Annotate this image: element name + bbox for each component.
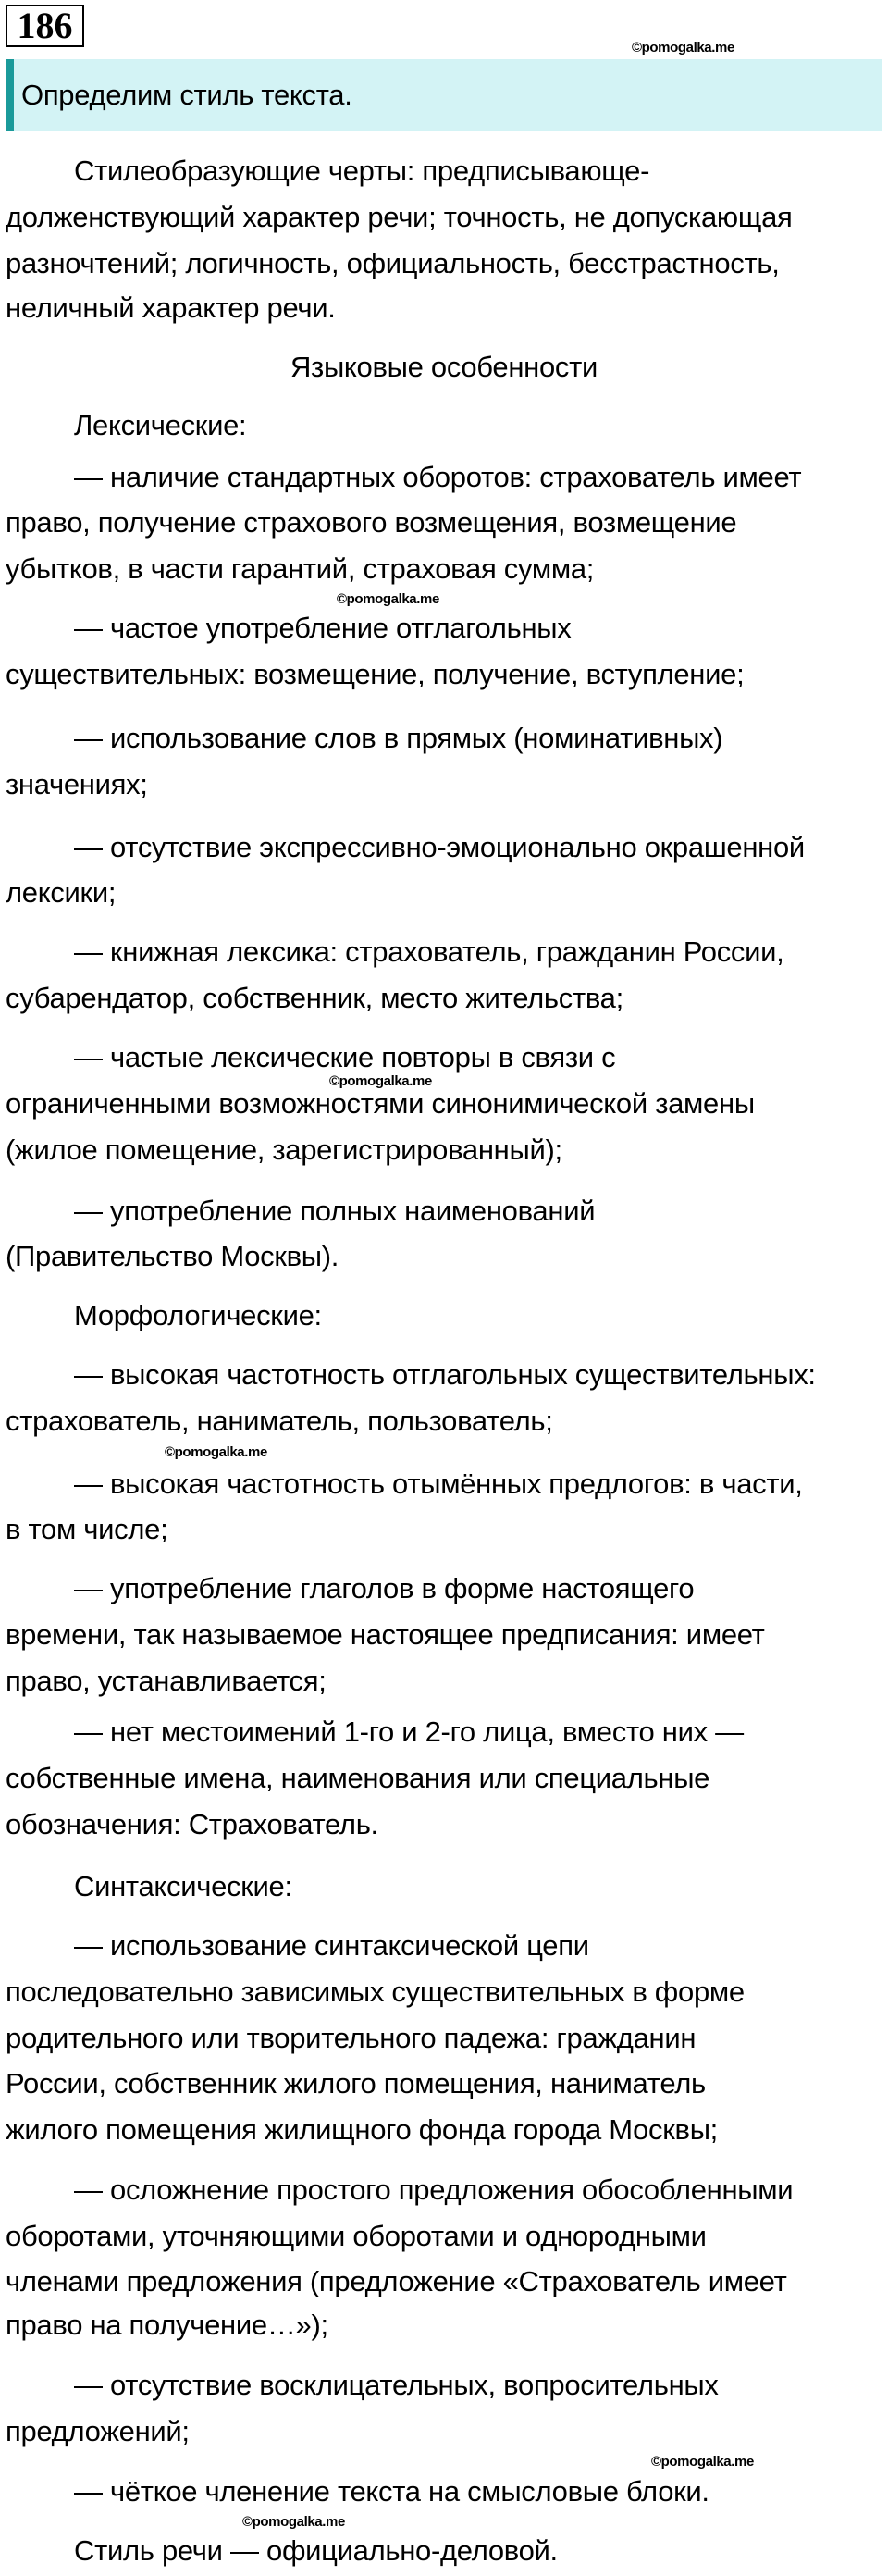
text-line: собственные имена, наименования или специальные bbox=[6, 1762, 710, 1794]
section-heading: Языковые особенности bbox=[290, 351, 598, 383]
text-line: право, получение страхового возмещения, возмещение bbox=[6, 506, 737, 539]
text-line: право на получение…»); bbox=[6, 2309, 328, 2341]
text-line: Стиль речи — официально-деловой. bbox=[74, 2534, 558, 2567]
text-line: значениях; bbox=[6, 768, 148, 800]
text-line: (Правительство Москвы). bbox=[6, 1240, 339, 1272]
text-line: Лексические: bbox=[74, 409, 247, 441]
text-line: оборотами, уточняющими оборотами и однородными bbox=[6, 2220, 707, 2252]
text-line: — частое употребление отглагольных bbox=[74, 612, 572, 644]
text-line: Морфологические: bbox=[74, 1299, 322, 1331]
text-line: — использование синтаксической цепи bbox=[74, 1929, 589, 1962]
text-line: предложений; bbox=[6, 2415, 190, 2447]
watermark: ©pomogalka.me bbox=[651, 2454, 754, 2470]
text-line: членами предложения (предложение «Страхователь имеет bbox=[6, 2265, 787, 2297]
text-line: — нет местоимений 1-го и 2-го лица, вместо них — bbox=[74, 1715, 744, 1748]
text-line: — наличие стандартных оборотов: страхователь имеет bbox=[74, 461, 802, 493]
text-line: — использование слов в прямых (номинативных) bbox=[74, 722, 723, 754]
text-line: — осложнение простого предложения обособленными bbox=[74, 2174, 794, 2206]
text-line: убытков, в части гарантий, страховая сумма; bbox=[6, 552, 595, 585]
text-line: России, собственник жилого помещения, наниматель bbox=[6, 2067, 706, 2099]
text-line: право, устанавливается; bbox=[6, 1665, 327, 1697]
banner-accent-bar bbox=[6, 59, 14, 131]
text-line: — отсутствие экспрессивно-эмоционально окрашенной bbox=[74, 831, 805, 863]
text-line: родительного или творительного падежа: гражданин bbox=[6, 2022, 697, 2054]
heading-text: Определим стиль текста. bbox=[21, 79, 352, 111]
text-line: неличный характер речи. bbox=[6, 291, 336, 324]
text-line: — высокая частотность отымённых предлогов: в части, bbox=[74, 1468, 803, 1500]
text-line: — книжная лексика: страхователь, гражданин России, bbox=[74, 935, 784, 968]
text-line: ограниченными возможностями синонимической замены bbox=[6, 1087, 755, 1120]
text-line: существительных: возмещение, получение, вступление; bbox=[6, 658, 745, 690]
text-line: в том числе; bbox=[6, 1513, 168, 1545]
text-line: — чёткое членение текста на смысловые блоки. bbox=[74, 2475, 709, 2508]
task-number: 186 bbox=[6, 5, 84, 47]
watermark: ©pomogalka.me bbox=[337, 591, 439, 607]
text-line: Стилеобразующие черты: предписывающе- bbox=[74, 155, 650, 187]
text-line: — частые лексические повторы в связи с bbox=[74, 1041, 616, 1073]
watermark: ©pomogalka.me bbox=[329, 1073, 432, 1089]
text-line: — употребление глаголов в форме настоящего bbox=[74, 1572, 695, 1604]
watermark: ©pomogalka.me bbox=[165, 1444, 267, 1460]
text-line: Синтаксические: bbox=[74, 1870, 292, 1902]
text-line: жилого помещения жилищного фонда города Москвы; bbox=[6, 2113, 718, 2146]
text-line: — отсутствие восклицательных, вопросительных bbox=[74, 2369, 719, 2401]
text-line: времени, так называемое настоящее предписания: имеет bbox=[6, 1618, 765, 1651]
watermark: ©pomogalka.me bbox=[632, 40, 734, 56]
text-line: страхователь, наниматель, пользователь; bbox=[6, 1405, 553, 1437]
watermark: ©pomogalka.me bbox=[242, 2514, 345, 2530]
text-line: разночтений; логичность, официальность, бесстрастность, bbox=[6, 247, 780, 279]
text-line: субарендатор, собственник, место жительства; bbox=[6, 982, 623, 1014]
text-line: лексики; bbox=[6, 876, 117, 909]
text-line: последовательно зависимых существительных в форме bbox=[6, 1975, 745, 2008]
text-line: долженствующий характер речи; точность, не допускающая bbox=[6, 201, 793, 233]
text-line: — высокая частотность отглагольных существительных: bbox=[74, 1358, 816, 1391]
text-line: — употребление полных наименований bbox=[74, 1195, 596, 1227]
text-line: (жилое помещение, зарегистрированный); bbox=[6, 1133, 562, 1166]
heading-banner bbox=[6, 59, 882, 131]
text-line: обозначения: Страхователь. bbox=[6, 1808, 378, 1840]
